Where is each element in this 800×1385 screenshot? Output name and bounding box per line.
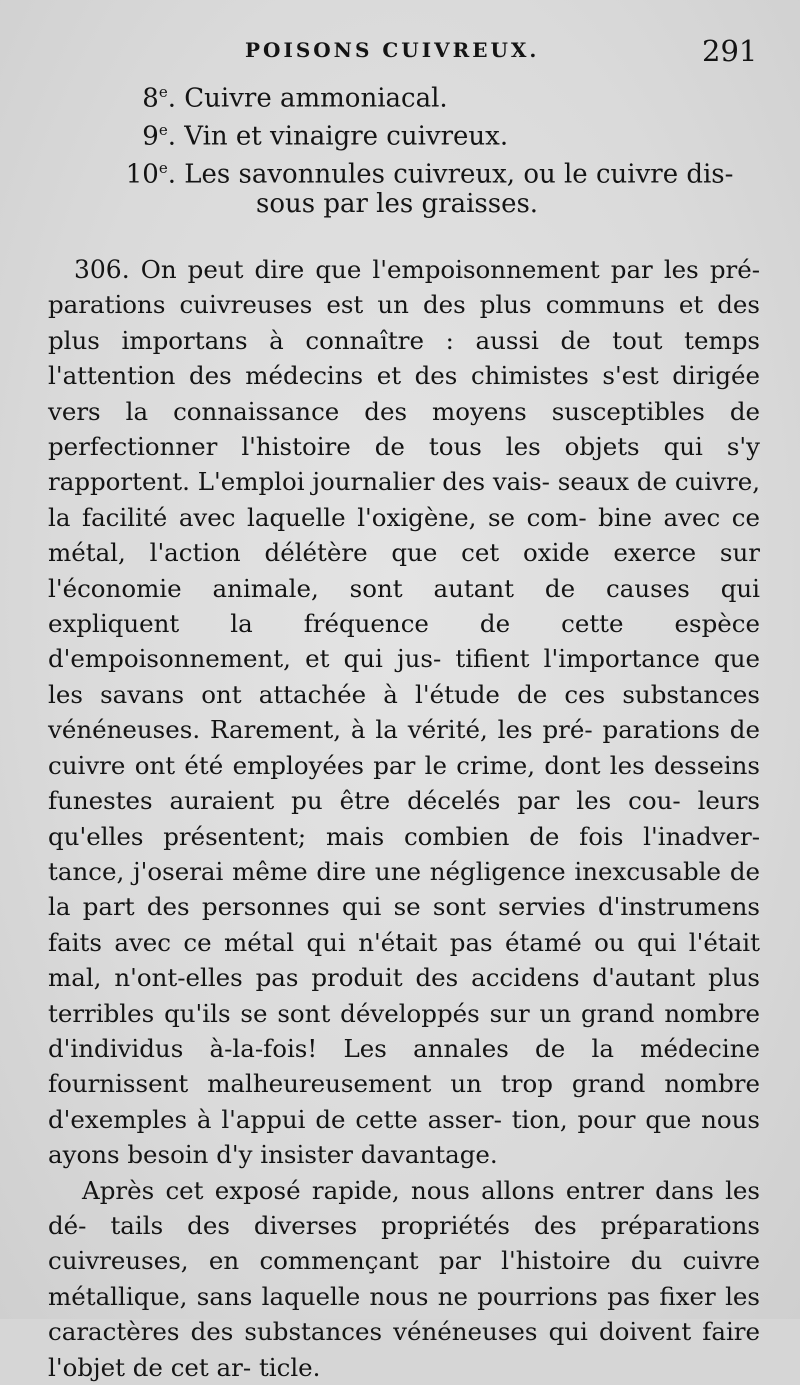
paragraph-number: 306. [74,255,130,284]
list-item-text: Les savonnules cuivreux, ou le cuivre dis- [184,159,734,190]
list-item-continuation [256,186,538,222]
list-item-number: 9e. [142,121,176,152]
paragraph [48,1173,760,1385]
list-item [118,112,508,155]
list-item-text: Vin et vinaigre cuivreux. [184,121,509,152]
paragraph-text: On peut dire que l'empoisonnement par les pré- parations cuivreuses est un des plus communs et des plus importans à connaître : aussi de tout temps l'attention des médecins et des chimistes s'est dirigée vers la connaissance des moyens susceptibles de perfectionner l'histoire de tous les objets qui s'y rapportent. L'emploi journalier des vais- seaux de cuivre, la facilité avec laquelle l'oxigène, se com- bine avec ce métal, l'action délétère que cet oxide exerce sur l'économie animale, sont autant de causes qui expliquent la fréquence de cette espèce d'empoisonnement, et qui jus- tifient l'importance que les savans ont attachée à l'étude de ces substances vénéneuses. Rarement, à la vérité, les pré- parations de cuivre ont été employées par le crime, dont les desseins funestes auraient pu être décelés par les cou- leurs qu'elles présentent; mais combien de fois l'inadver- tance, j'oserai même dire une négligence inexcusable de la part des personnes qui se sont servies d'instrumens faits avec ce métal qui n'était pas étamé ou qui l'était mal, n'ont-elles pas produit des accidens d'autant plus terribles qu'ils se sont développés sur un grand nombre d'individus à-la-fois! Les annales de la médecine fournissent malheureusement un trop grand nombre d'exemples à l'appui de cette asser- tion, pour que nous ayons besoin d'y insister davantage. [48,255,760,1170]
list-item-text: Cuivre ammoniacal. [184,83,448,114]
paragraph-text: Après cet exposé rapide, nous allons entrer dans les dé- tails des diverses propriétés des préparations cuivreuses, en commençant par l'histoire du cuivre métallique, sans laquelle nous ne pourrions pas fixer les caractères des substances vénéneuses qui doivent faire l'objet de cet ar- ticle. [48,1175,760,1382]
list-item-number: 8e. [142,83,176,114]
list-item-text: sous par les graisses. [256,189,539,219]
list-item [118,74,448,117]
running-title: POISONS CUIVREUX. [245,38,540,62]
paragraph-306 [48,252,760,1173]
page-number: 291 [702,34,758,68]
body-text [48,252,760,1385]
running-header [0,34,800,70]
list-item-number: 10e. [125,159,176,190]
